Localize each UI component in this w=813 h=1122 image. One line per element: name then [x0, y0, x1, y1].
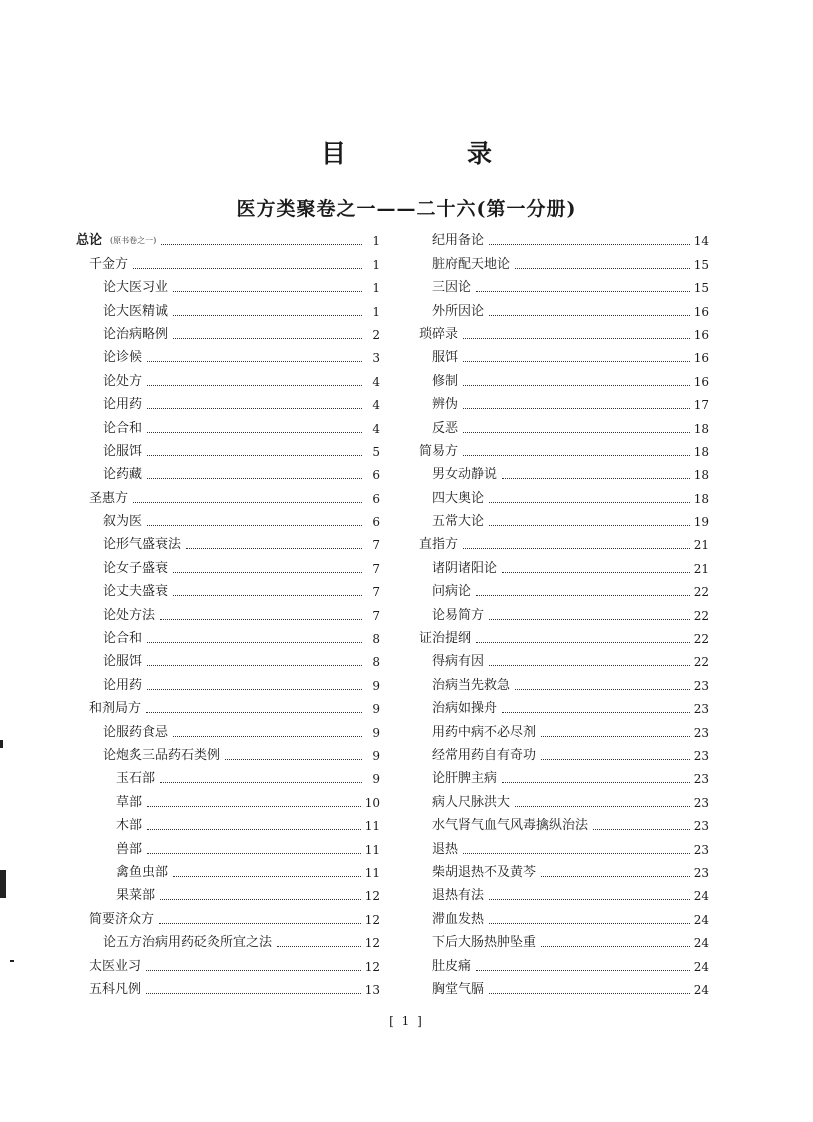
page-folio: [ 1 ]: [389, 1014, 424, 1028]
toc-entry-title: 修制: [432, 373, 459, 389]
toc-entry-title: 圣惠方: [89, 490, 129, 506]
toc-entry: [419, 928, 709, 951]
dot-leader: [147, 642, 362, 643]
dot-leader: [463, 408, 690, 409]
toc-page-number: 18: [693, 444, 709, 459]
toc-page-number: 7: [372, 561, 380, 576]
toc-page-number: 1: [372, 281, 380, 296]
toc-page-number: 16: [693, 304, 709, 319]
toc-page-number: 16: [693, 374, 709, 389]
dot-leader: [502, 572, 690, 573]
toc-entry: [419, 273, 709, 296]
scan-mark: [0, 870, 6, 898]
toc-entry-title: 纪用备论: [432, 233, 485, 249]
dot-leader: [541, 876, 690, 877]
toc-entry-title: 禽鱼虫部: [116, 864, 169, 880]
toc-entry-title: 反恶: [432, 420, 459, 436]
toc-page-number: 7: [372, 608, 380, 623]
toc-entry-title: 病人尺脉洪大: [432, 794, 511, 810]
toc-entry-title: 水气肾气血气风毒擒纵治法: [432, 818, 589, 834]
toc-entry: [419, 530, 709, 553]
toc-entry-note: (原书卷之一): [110, 236, 157, 246]
toc-page-number: 13: [364, 982, 380, 997]
dot-leader: [541, 946, 690, 947]
dot-leader: [463, 361, 690, 362]
toc-entry-title: 四大奥论: [432, 490, 485, 506]
toc-page-number: 19: [693, 515, 709, 530]
toc-entry-title: 简要济众方: [89, 911, 155, 927]
dot-leader: [173, 338, 362, 339]
toc-entry-title: 论女子盛衰: [103, 560, 169, 576]
dot-leader: [476, 291, 690, 292]
dot-leader: [160, 782, 362, 783]
toc-entry: [76, 811, 380, 834]
toc-entry: [419, 951, 709, 974]
dot-leader: [463, 548, 690, 549]
toc-entry: [419, 717, 709, 740]
toc-entry: [419, 881, 709, 904]
toc-left-column: [76, 226, 380, 998]
toc-entry: [76, 975, 380, 998]
toc-entry: [76, 226, 380, 249]
toc-entry: [76, 249, 380, 272]
dot-leader: [147, 689, 362, 690]
dot-leader: [502, 712, 690, 713]
toc-entry-title: 论肝脾主病: [432, 771, 498, 787]
toc-page-number: 12: [364, 936, 380, 951]
toc-entry-title: 论大医习业: [103, 280, 169, 296]
toc-entry-title: 服饵: [432, 350, 459, 366]
toc-page-number: 9: [372, 678, 380, 693]
toc-entry: [76, 764, 380, 787]
toc-entry: [76, 834, 380, 857]
volume-subtitle: 医方类聚卷之一——二十六(第一分册): [236, 198, 577, 220]
toc-entry-title: 脏府配天地论: [432, 256, 511, 272]
toc-page-number: 12: [364, 959, 380, 974]
toc-page-number: 9: [372, 702, 380, 717]
toc-entry: [419, 249, 709, 272]
toc-page-number: 9: [372, 772, 380, 787]
toc-entry: [419, 858, 709, 881]
toc-entry: [76, 343, 380, 366]
dot-leader: [147, 525, 362, 526]
toc-page-number: 23: [693, 678, 709, 693]
dot-leader: [463, 338, 690, 339]
dot-leader: [147, 432, 362, 433]
dot-leader: [159, 923, 361, 924]
dot-leader: [489, 619, 690, 620]
toc-right-column: [419, 226, 709, 998]
dot-leader: [489, 665, 690, 666]
toc-page-number: 3: [372, 351, 380, 366]
dot-leader: [147, 478, 362, 479]
toc-page-number: 2: [372, 327, 380, 342]
toc-entry-title: 胸堂气膈: [432, 981, 485, 997]
toc-entry: [76, 717, 380, 740]
toc-page-number: 10: [364, 795, 380, 810]
toc-page-number: 24: [693, 959, 709, 974]
toc-entry-title: 论处方: [103, 373, 143, 389]
toc-entry-title: 男女动静说: [432, 467, 498, 483]
dot-leader: [160, 619, 362, 620]
toc-entry-title: 兽部: [116, 841, 143, 857]
toc-page-number: 11: [364, 865, 380, 880]
dot-leader: [173, 315, 362, 316]
toc-entry-title: 太医业习: [89, 958, 142, 974]
toc-page-number: 23: [693, 772, 709, 787]
scan-mark: [0, 740, 3, 748]
toc-page-number: 18: [693, 491, 709, 506]
toc-page-number: 14: [693, 234, 709, 249]
toc-page-number: 24: [693, 936, 709, 951]
toc-page-number: 9: [372, 748, 380, 763]
toc-entry-title: 下后大肠热肿坠重: [432, 935, 537, 951]
toc-page-number: 11: [364, 842, 380, 857]
toc-entry: [76, 460, 380, 483]
dot-leader: [463, 385, 690, 386]
dot-leader: [147, 665, 362, 666]
toc-entry-title: 诸阴诸阳论: [432, 560, 498, 576]
toc-entry-title: 论服药食忌: [103, 724, 169, 740]
dot-leader: [515, 268, 690, 269]
toc-entry-title: 论用药: [103, 677, 143, 693]
toc-entry-title: 论治病略例: [103, 326, 169, 342]
toc-entry-title: 果菜部: [116, 888, 156, 904]
toc-entry: [76, 296, 380, 319]
toc-entry: [76, 951, 380, 974]
toc-entry: [419, 787, 709, 810]
toc-page-number: 1: [372, 304, 380, 319]
toc-entry-title: 论服饵: [103, 654, 143, 670]
toc-entry-title: 琐碎录: [419, 326, 459, 342]
toc-entry-title: 论丈夫盛衰: [103, 584, 169, 600]
toc-entry: [76, 600, 380, 623]
toc-entry-title: 外所因论: [432, 303, 485, 319]
dot-leader: [502, 478, 690, 479]
toc-entry: [76, 273, 380, 296]
toc-page-number: 18: [693, 468, 709, 483]
toc-entry: [419, 834, 709, 857]
toc-entry: [76, 530, 380, 553]
toc-entry-title: 和剂局方: [89, 701, 142, 717]
toc-entry-title: 简易方: [419, 443, 459, 459]
dot-leader: [173, 595, 362, 596]
toc-page-number: 23: [693, 748, 709, 763]
toc-page-number: 7: [372, 538, 380, 553]
dot-leader: [593, 829, 690, 830]
toc-entry: [76, 553, 380, 576]
toc-entry-title: 论服饵: [103, 443, 143, 459]
dot-leader: [133, 502, 362, 503]
toc-entry-title: 肚皮痛: [432, 958, 472, 974]
dot-leader: [515, 806, 690, 807]
toc-page-number: 7: [372, 585, 380, 600]
dot-leader: [489, 899, 690, 900]
toc-entry: [76, 507, 380, 530]
toc-entry: [419, 296, 709, 319]
toc-entry: [76, 577, 380, 600]
toc-entry: [76, 413, 380, 436]
dot-leader: [489, 923, 690, 924]
toc-page-number: 22: [693, 585, 709, 600]
toc-entry: [76, 647, 380, 670]
toc-entry: [76, 858, 380, 881]
toc-entry: [76, 366, 380, 389]
toc-entry-title: 三因论: [432, 280, 472, 296]
dot-leader: [463, 432, 690, 433]
toc-entry: [419, 670, 709, 693]
toc-entry-title: 辨伪: [432, 397, 459, 413]
toc-page-number: 23: [693, 865, 709, 880]
toc-entry: [419, 390, 709, 413]
toc-entry: [76, 787, 380, 810]
toc-entry: [419, 366, 709, 389]
toc-page-number: 4: [372, 421, 380, 436]
toc-page-number: 15: [693, 281, 709, 296]
dot-leader: [541, 759, 690, 760]
dot-leader: [515, 689, 690, 690]
dot-leader: [147, 361, 362, 362]
toc-page-number: 22: [693, 632, 709, 647]
toc-page-number: 22: [693, 655, 709, 670]
toc-entry-title: 直指方: [419, 537, 459, 553]
dot-leader: [147, 853, 361, 854]
toc-page-number: 24: [693, 912, 709, 927]
toc-entry-title: 得病有因: [432, 654, 485, 670]
toc-entry: [76, 624, 380, 647]
dot-leader: [463, 853, 690, 854]
toc-entry: [76, 483, 380, 506]
dot-leader: [225, 759, 362, 760]
toc-entry-title: 问病论: [432, 584, 472, 600]
toc-entry: [419, 226, 709, 249]
toc-page-number: 1: [372, 234, 380, 249]
toc-entry: [76, 928, 380, 951]
toc-entry: [419, 694, 709, 717]
toc-page-number: 23: [693, 819, 709, 834]
toc-entry-title: 治病如操舟: [432, 701, 498, 717]
toc-page-number: 22: [693, 608, 709, 623]
toc-entry-title: 治病当先救急: [432, 677, 511, 693]
toc-page-number: 21: [693, 561, 709, 576]
toc-entry-title: 柴胡退热不及黄芩: [432, 864, 537, 880]
toc-entry: [419, 975, 709, 998]
toc-entry: [419, 741, 709, 764]
toc-entry-title: 用药中病不必尽剂: [432, 724, 537, 740]
dot-leader: [173, 572, 362, 573]
dot-leader: [146, 993, 361, 994]
dot-leader: [146, 970, 361, 971]
toc-entry-title: 论诊候: [103, 350, 143, 366]
toc-page-number: 23: [693, 702, 709, 717]
toc-entry: [76, 670, 380, 693]
dot-leader: [489, 993, 690, 994]
toc-entry-title: 论形气盛衰法: [103, 537, 182, 553]
toc-entry-title: 木部: [116, 818, 143, 834]
dot-leader: [489, 315, 690, 316]
toc-page-number: 24: [693, 982, 709, 997]
dot-leader: [147, 385, 362, 386]
toc-entry: [419, 483, 709, 506]
toc-page-number: 12: [364, 889, 380, 904]
dot-leader: [502, 782, 690, 783]
toc-page-number: 15: [693, 257, 709, 272]
toc-page-number: 23: [693, 842, 709, 857]
toc-entry-title: 论合和: [103, 631, 143, 647]
page-title: 目 录: [320, 139, 540, 168]
toc-page-number: 9: [372, 725, 380, 740]
toc-entry: [419, 577, 709, 600]
dot-leader: [476, 970, 690, 971]
dot-leader: [147, 806, 361, 807]
toc-entry-title: 滞血发热: [432, 911, 485, 927]
toc-entry: [419, 320, 709, 343]
toc-entry-title: 退热有法: [432, 888, 485, 904]
dot-leader: [186, 548, 362, 549]
toc-page-number: 11: [364, 819, 380, 834]
toc-entry: [419, 460, 709, 483]
toc-page-number: 16: [693, 351, 709, 366]
toc-entry-title: 论用药: [103, 397, 143, 413]
toc-entry-title: 五科凡例: [89, 981, 142, 997]
dot-leader: [161, 244, 362, 245]
toc-entry-title: 千金方: [89, 256, 129, 272]
toc-entry-title: 总论: [76, 233, 103, 249]
dot-leader: [463, 455, 690, 456]
toc-page-number: 21: [693, 538, 709, 553]
toc-entry-title: 论五方治病用药砭灸所宜之法: [103, 935, 273, 951]
toc-page-number: 6: [372, 491, 380, 506]
toc-page-number: 6: [372, 515, 380, 530]
dot-leader: [277, 946, 361, 947]
dot-leader: [147, 829, 361, 830]
dot-leader: [160, 899, 361, 900]
toc-entry: [76, 320, 380, 343]
toc-entry-title: 证治提纲: [419, 631, 472, 647]
toc-page-number: 5: [372, 444, 380, 459]
dot-leader: [541, 736, 690, 737]
toc-page-number: 6: [372, 468, 380, 483]
toc-page-number: 17: [693, 398, 709, 413]
toc-entry: [419, 647, 709, 670]
dot-leader: [476, 642, 690, 643]
toc-entry-title: 论处方法: [103, 607, 156, 623]
toc-page-number: 1: [372, 257, 380, 272]
dot-leader: [173, 291, 362, 292]
toc-entry-title: 论药藏: [103, 467, 143, 483]
toc-page-number: 4: [372, 374, 380, 389]
toc-entry: [419, 437, 709, 460]
dot-leader: [476, 595, 690, 596]
toc-page-number: 24: [693, 889, 709, 904]
toc-page-number: 23: [693, 725, 709, 740]
toc-entry: [419, 811, 709, 834]
toc-entry: [76, 390, 380, 413]
toc-page-number: 12: [364, 912, 380, 927]
dot-leader: [173, 736, 362, 737]
toc-page-number: 8: [372, 655, 380, 670]
toc-page-number: 4: [372, 398, 380, 413]
toc-entry: [419, 343, 709, 366]
dot-leader: [173, 876, 361, 877]
toc-entry: [419, 764, 709, 787]
toc-page-number: 8: [372, 632, 380, 647]
toc-entry-title: 论易简方: [432, 607, 485, 623]
toc-entry: [419, 600, 709, 623]
dot-leader: [146, 712, 362, 713]
dot-leader: [489, 502, 690, 503]
toc-entry-title: 退热: [432, 841, 459, 857]
toc-entry: [76, 437, 380, 460]
toc-page-number: 16: [693, 327, 709, 342]
toc-entry: [76, 881, 380, 904]
toc-entry-title: 玉石部: [116, 771, 156, 787]
toc-entry: [419, 553, 709, 576]
toc-page-number: 18: [693, 421, 709, 436]
toc-page-number: 23: [693, 795, 709, 810]
toc-entry-title: 论合和: [103, 420, 143, 436]
toc-entry: [419, 413, 709, 436]
dot-leader: [133, 268, 362, 269]
dot-leader: [489, 525, 690, 526]
toc-entry: [419, 507, 709, 530]
toc-entry: [419, 624, 709, 647]
dot-leader: [147, 408, 362, 409]
toc-entry-title: 论炮炙三品药石类例: [103, 747, 221, 763]
toc-entry-title: 论大医精诚: [103, 303, 169, 319]
toc-entry-title: 草部: [116, 794, 143, 810]
dot-leader: [147, 455, 362, 456]
toc-entry: [419, 904, 709, 927]
dot-leader: [489, 244, 690, 245]
toc-entry-title: 经常用药自有奇功: [432, 747, 537, 763]
scan-mark: [10, 960, 14, 962]
toc-entry: [76, 741, 380, 764]
toc-entry: [76, 694, 380, 717]
toc-entry: [76, 904, 380, 927]
toc-entry-title: 五常大论: [432, 514, 485, 530]
toc-entry-title: 叙为医: [103, 514, 143, 530]
